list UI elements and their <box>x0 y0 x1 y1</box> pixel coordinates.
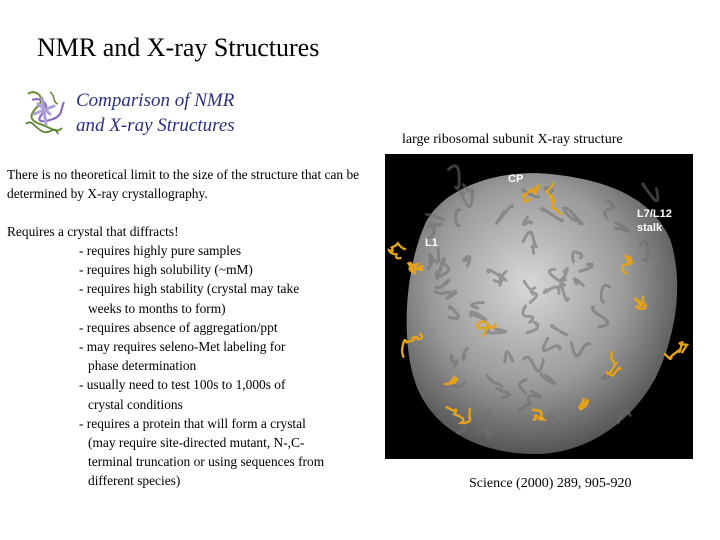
requirement-line: - may requires seleno-Met labeling for <box>79 339 286 355</box>
subtitle-line: Comparison of NMR <box>76 90 235 111</box>
stalk-label-line1: L7/L12 <box>637 208 672 220</box>
requirement-item <box>79 375 324 413</box>
cp-label: CP <box>508 173 524 185</box>
requirement-line: - requires a protein that will form a crystal <box>79 415 306 431</box>
requirement-item <box>79 414 324 491</box>
ribosome-structure-graphic <box>385 154 693 459</box>
requirement-continuation: terminal truncation or using sequences from <box>88 454 325 470</box>
reference-citation: Science (2000) 289, 905-920 <box>469 476 632 491</box>
subtitle-line: and X-ray Structures <box>76 115 235 136</box>
slide-title: NMR and X-ray Structures <box>37 33 320 62</box>
requirement-line: - requires high solubility (~mM) <box>79 262 253 278</box>
slide-subtitle <box>76 88 235 138</box>
requirement-line: - requires absence of aggregation/ppt <box>79 319 278 335</box>
requirements-heading: Requires a crystal that diffracts! <box>7 224 179 239</box>
requirement-item <box>79 337 324 375</box>
requirement-item <box>79 318 324 337</box>
protein-structure-icon <box>20 84 70 140</box>
requirement-continuation: (may require site-directed mutant, N-,C- <box>88 435 305 451</box>
requirements-list <box>79 241 324 491</box>
requirement-continuation: phase determination <box>88 358 197 374</box>
rna-strand <box>532 244 535 253</box>
requirement-line: - usually need to test 100s to 1,000s of <box>79 377 286 393</box>
requirement-continuation: different species) <box>88 473 181 489</box>
requirement-line: - requires high stability (crystal may take <box>79 281 300 297</box>
intro-paragraph: There is no theoretical limit to the size of the structure that can be determined by X-ray crystallography. <box>7 167 360 201</box>
requirement-item <box>79 260 324 279</box>
requirement-continuation: crystal conditions <box>88 396 183 412</box>
l1-label: L1 <box>425 237 438 249</box>
requirement-item <box>79 279 324 317</box>
ribosome-structure-image <box>385 154 693 459</box>
image-caption: large ribosomal subunit X-ray structure <box>402 132 623 147</box>
stalk-label-line2: stalk <box>637 222 663 234</box>
requirement-item <box>79 241 324 260</box>
requirement-line: - requires highly pure samples <box>79 243 242 258</box>
requirement-continuation: weeks to months to form) <box>88 300 226 316</box>
